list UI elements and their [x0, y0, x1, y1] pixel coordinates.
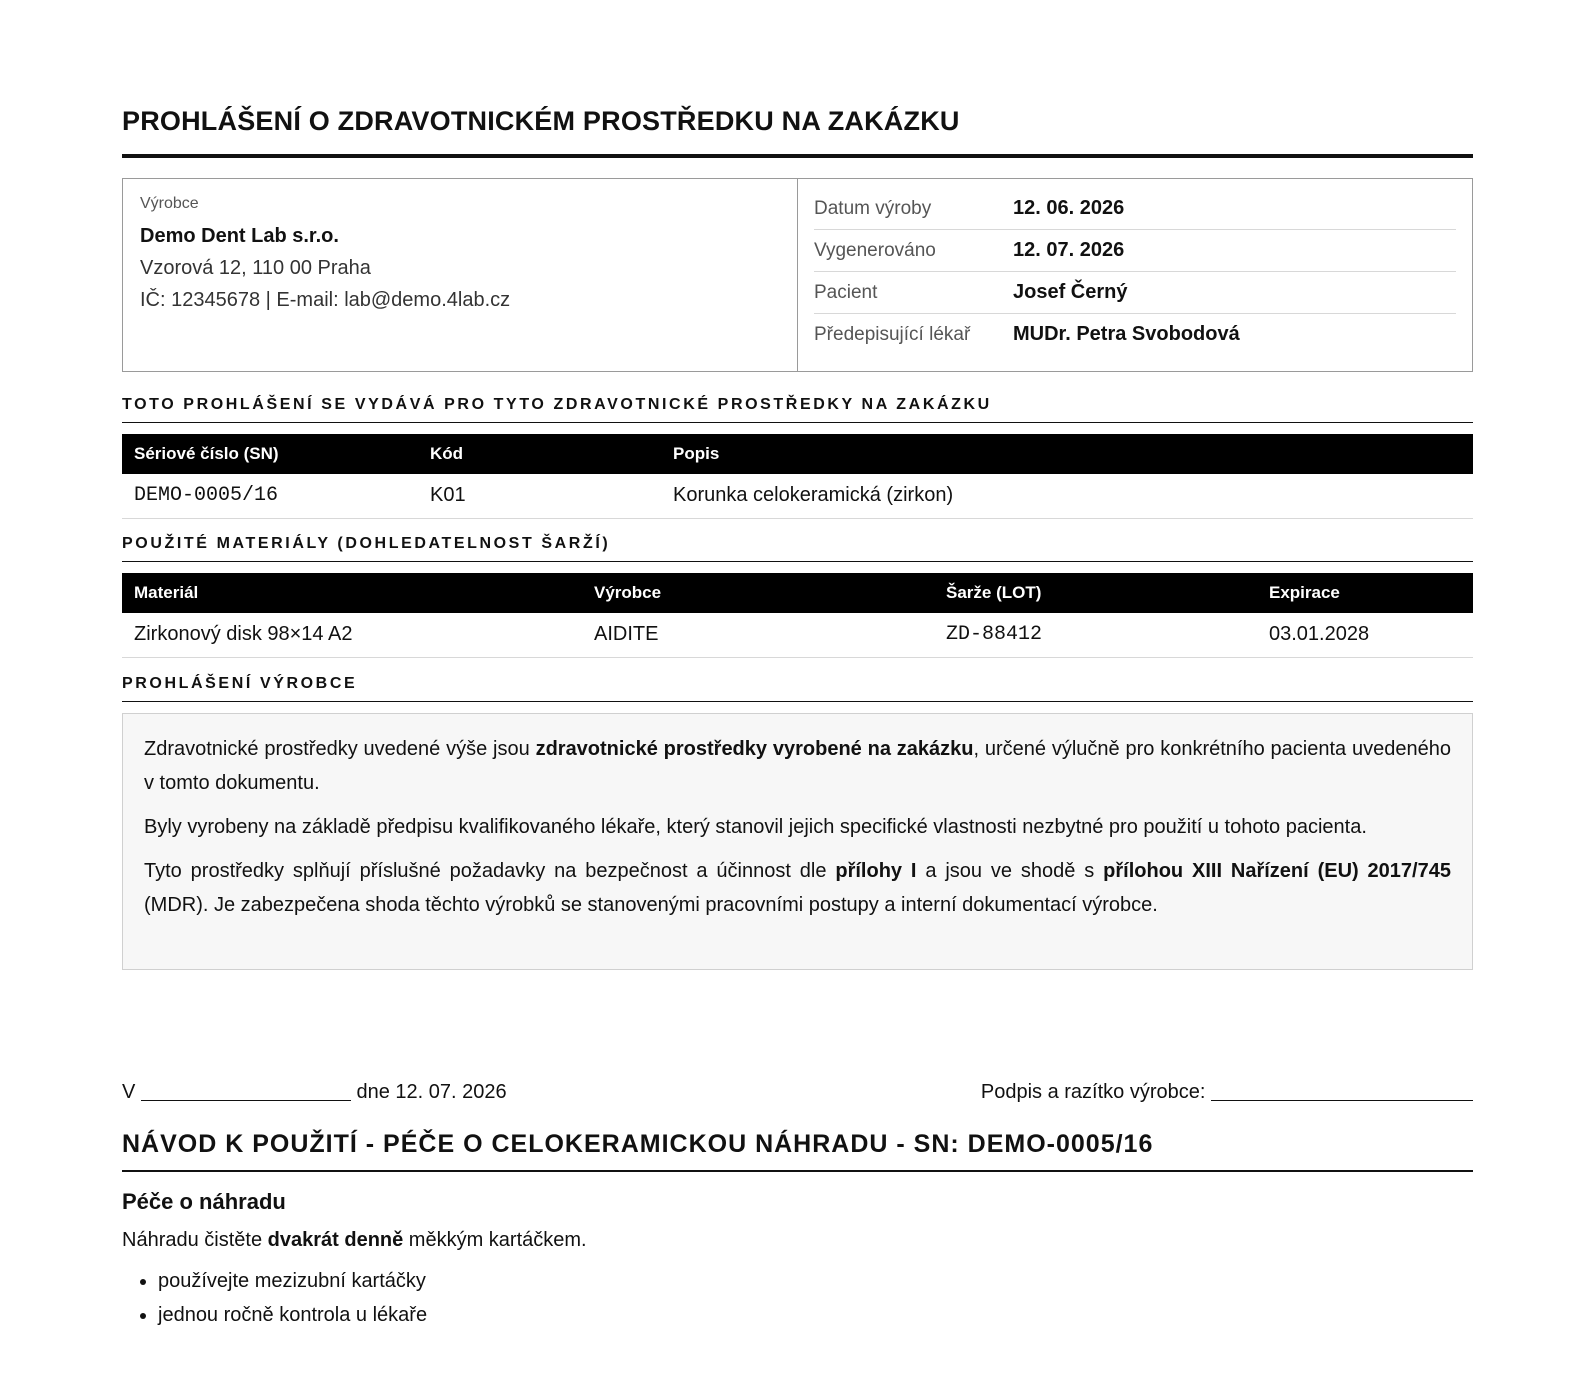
- place-blank-field[interactable]: [141, 1082, 351, 1101]
- detail-label: Pacient: [814, 281, 878, 303]
- cell-description: Korunka celokeramická (zirkon): [661, 474, 1473, 518]
- declaration-section-heading: PROHLÁŠENÍ VÝROBCE: [122, 675, 1473, 702]
- detail-row-physician: [814, 314, 1456, 355]
- emphasis-text: zdravotnické prostředky vyrobené na zakázku: [535, 738, 974, 760]
- materials-section-heading: POUŽITÉ MATERIÁLY (DOHLEDATELNOST ŠARŽÍ): [122, 535, 1473, 562]
- signature-line: [981, 1081, 1473, 1104]
- cell-expiry: 03.01.2028: [1257, 613, 1473, 657]
- instructions-divider: [122, 1170, 1473, 1172]
- detail-row-production-date: [814, 188, 1456, 230]
- document-title: PROHLÁŠENÍ O ZDRAVOTNICKÉM PROSTŘEDKU NA ZAKÁZKU: [122, 106, 960, 136]
- cell-lot: ZD-88412: [934, 613, 1257, 657]
- declaration-box: [122, 713, 1473, 970]
- emphasis-text: dvakrát denně: [267, 1229, 404, 1251]
- detail-row-generated: [814, 230, 1456, 272]
- detail-label: Vygenerováno: [814, 239, 936, 261]
- care-text: [122, 1229, 587, 1252]
- detail-value: 12. 07. 2026: [1013, 239, 1125, 261]
- cell-serial: DEMO-0005/16: [122, 474, 418, 518]
- list-item: • používejte mezizubní kartáčky: [158, 1264, 427, 1298]
- manufacturer-name: Demo Dent Lab s.r.o.: [140, 225, 339, 247]
- manufacturer-ids: IČ: 12345678 | E-mail: lab@demo.4lab.cz: [140, 289, 511, 311]
- text-run: , určené výlučně pro konkrétního pacienta uvedeného v tomto dokumentu.: [144, 738, 1451, 794]
- details-block: [798, 179, 1472, 371]
- text-run: Tyto prostředky splňují příslušné požadavky na bezpečnost a účinnost dle: [144, 860, 836, 882]
- text-run: Zdravotnické prostředky uvedené výše jsou: [144, 738, 536, 760]
- column-header-description: Popis: [661, 434, 1473, 474]
- manufacturer-address: Vzorová 12, 110 00 Praha: [140, 257, 371, 279]
- manufacturer-label: Výrobce: [140, 195, 199, 212]
- devices-table: [122, 434, 1473, 519]
- list-item: • jednou ročně kontrola u lékaře: [158, 1298, 427, 1332]
- emphasis-text: přílohy I: [835, 860, 917, 882]
- declaration-paragraph-3: [144, 854, 1451, 922]
- place-date-line: [122, 1081, 507, 1104]
- text-run: a jsou ve shodě s: [916, 860, 1104, 882]
- cell-code: K01: [418, 474, 661, 518]
- care-heading: Péče o náhradu: [122, 1189, 286, 1214]
- detail-value: 12. 06. 2026: [1013, 197, 1125, 219]
- manufacturer-block: [123, 179, 798, 371]
- devices-section-heading: TOTO PROHLÁŠENÍ SE VYDÁVÁ PRO TYTO ZDRAVOTNICKÉ PROSTŘEDKY NA ZAKÁZKU: [122, 396, 1473, 423]
- cell-material: Zirkonový disk 98×14 A2: [122, 613, 582, 657]
- materials-table: [122, 573, 1473, 658]
- text-run: Náhradu čistěte: [122, 1229, 268, 1251]
- detail-value: MUDr. Petra Svobodová: [1013, 323, 1240, 345]
- column-header-material: Materiál: [122, 573, 582, 613]
- column-header-lot: Šarže (LOT): [934, 573, 1257, 613]
- column-header-manufacturer: Výrobce: [582, 573, 934, 613]
- table-header-row: [122, 434, 1473, 474]
- column-header-expiry: Expirace: [1257, 573, 1473, 613]
- emphasis-text: přílohou XIII Nařízení (EU) 2017/745: [1103, 860, 1451, 882]
- column-header-serial: Sériové číslo (SN): [122, 434, 418, 474]
- table-row: [122, 613, 1473, 657]
- header-info-box: [122, 178, 1473, 372]
- detail-label: Datum výroby: [814, 197, 932, 219]
- title-divider: [122, 154, 1473, 158]
- detail-row-patient: [814, 272, 1456, 314]
- column-header-code: Kód: [418, 434, 661, 474]
- text-run: měkkým kartáčkem.: [403, 1229, 587, 1251]
- cell-manufacturer: AIDITE: [582, 613, 934, 657]
- care-list: [122, 1264, 427, 1332]
- signature-label: Podpis a razítko výrobce:: [980, 1081, 1206, 1103]
- text-run: (MDR). Je zabezpečena shoda těchto výrobků se stanovenými pracovními postupy a interní dokumentací výrobce.: [144, 894, 1158, 916]
- detail-value: Josef Černý: [1013, 281, 1128, 303]
- declaration-paragraph-2: Byly vyrobeny na základě předpisu kvalifikovaného lékaře, který stanovil jejich specifické vlastnosti nezbytné pro použití u tohoto pacienta.: [144, 816, 1367, 838]
- signature-date: dne 12. 07. 2026: [356, 1081, 507, 1103]
- place-prefix: V: [122, 1081, 136, 1103]
- table-header-row: [122, 573, 1473, 613]
- signature-blank-field[interactable]: [1211, 1082, 1473, 1101]
- table-row: [122, 474, 1473, 518]
- instructions-title: NÁVOD K POUŽITÍ - PÉČE O CELOKERAMICKOU NÁHRADU - SN: DEMO-0005/16: [122, 1130, 1154, 1158]
- declaration-paragraph-1: [144, 732, 1451, 800]
- detail-label: Předepisující lékař: [814, 323, 971, 345]
